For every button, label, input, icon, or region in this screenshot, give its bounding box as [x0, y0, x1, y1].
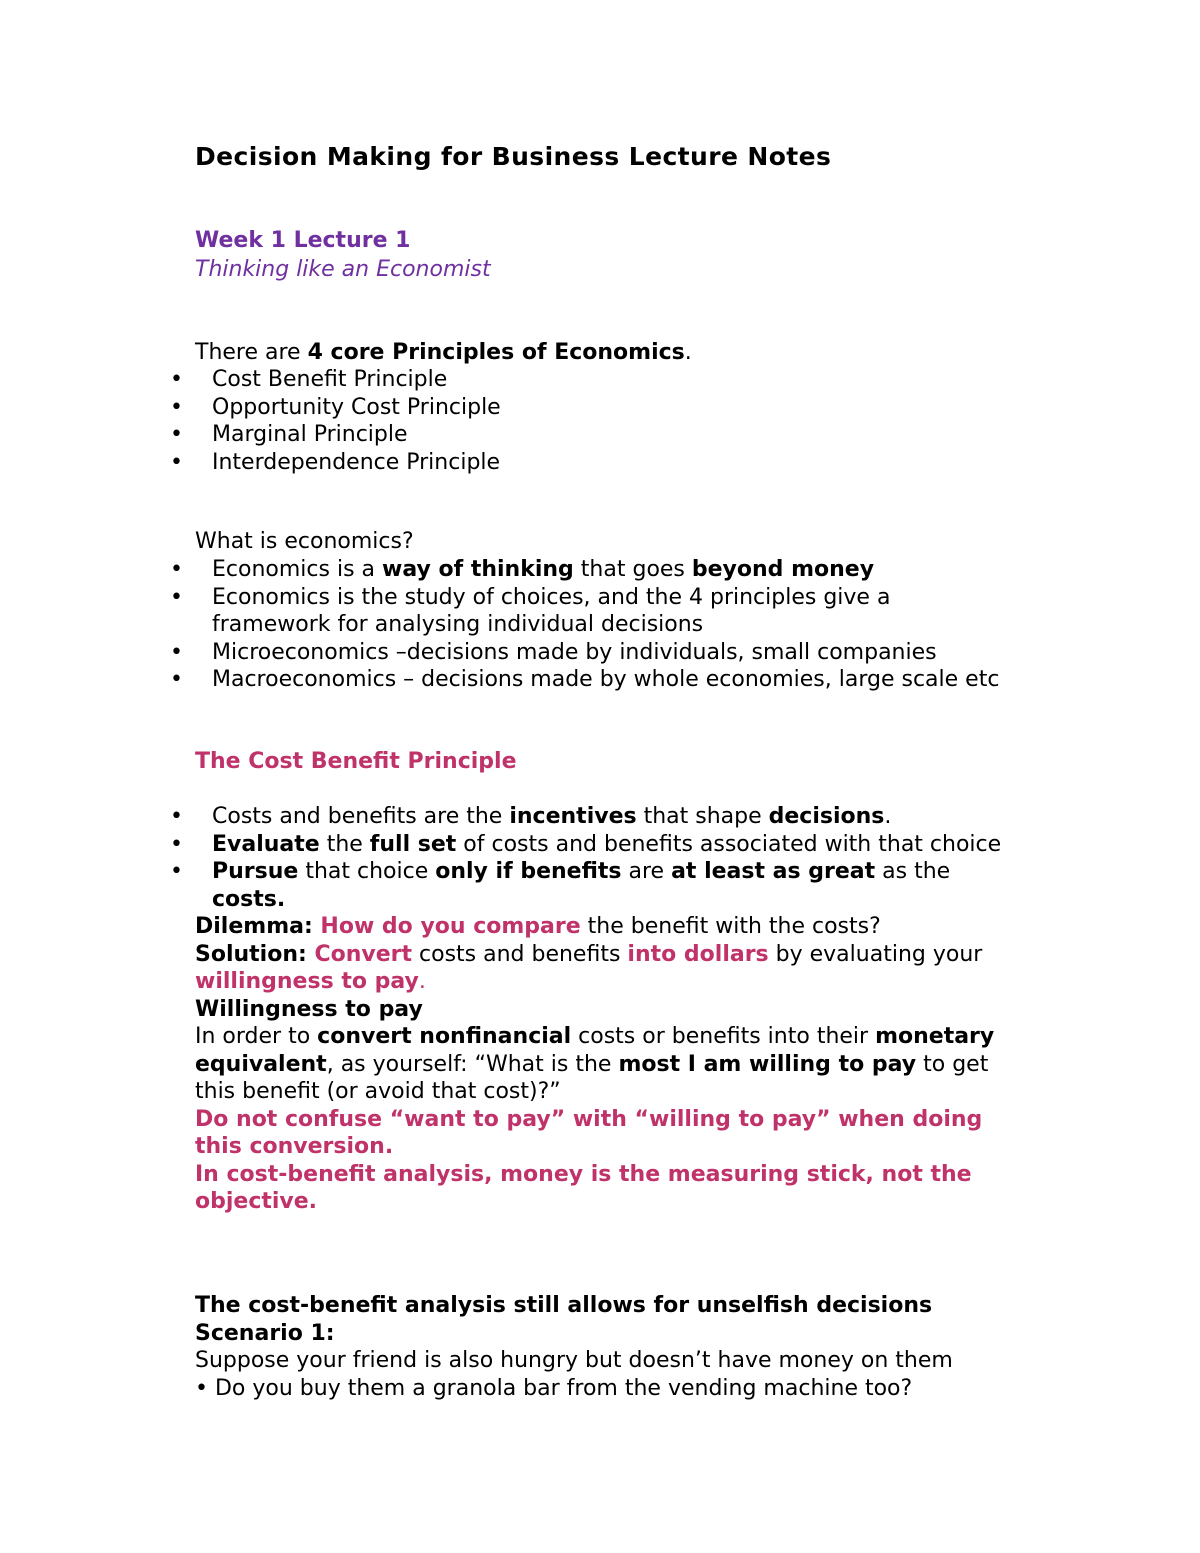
text-run: In order to	[195, 1024, 318, 1049]
week-heading: Week 1 Lecture 1	[195, 228, 411, 253]
bold-run: Evaluate	[212, 831, 320, 857]
list-item	[170, 421, 501, 449]
list-item	[170, 803, 1001, 831]
list-item	[170, 639, 999, 667]
bullet-icon: •	[170, 557, 183, 582]
text-run: Costs and benefits are the	[212, 804, 510, 829]
warning-line: objective.	[195, 1189, 318, 1214]
list-item	[170, 858, 1001, 913]
warning-line: In cost-benefit analysis, money is the measuring stick, not the	[195, 1161, 972, 1187]
economics-list	[170, 556, 999, 694]
text-run: are	[621, 859, 672, 884]
what-is-heading: What is economics?	[195, 529, 414, 554]
text-run: that choice	[298, 859, 436, 884]
intro-suffix: .	[684, 340, 692, 365]
text-run: that shape	[636, 804, 769, 829]
text-run: Economics is the study of choices, and the 4 principles give a	[212, 584, 891, 610]
principle-label: Marginal Principle	[212, 422, 408, 447]
solution-line	[195, 941, 1075, 969]
principle-label: Cost Benefit Principle	[212, 367, 448, 392]
bullet-icon: •	[170, 804, 183, 829]
text-run: as the	[875, 859, 951, 884]
bold-run: incentives	[509, 804, 637, 829]
text-run: framework for analysing individual decisions	[212, 612, 704, 637]
pink-run: willingness to pay	[195, 969, 419, 994]
cost-benefit-body	[195, 913, 1075, 1216]
pink-run: How do you compare	[320, 914, 581, 939]
wtp-line-2	[195, 1051, 1075, 1079]
bold-run: costs.	[212, 886, 286, 912]
text-run: , as yourself: “What is the	[326, 1051, 619, 1077]
bullet-icon: •	[170, 639, 183, 665]
text-run: costs or benefits into their	[571, 1024, 876, 1049]
bold-run: Pursue	[212, 859, 299, 884]
text-run: that goes	[573, 557, 692, 582]
unselfish-section	[195, 1292, 1075, 1402]
bullet-icon: •	[170, 367, 183, 392]
principle-label: Opportunity Cost Principle	[212, 394, 501, 420]
text-run: the	[319, 831, 370, 857]
bullet-icon: •	[170, 394, 183, 420]
warning-line: this conversion.	[195, 1134, 394, 1159]
solution-line-2	[195, 968, 1075, 996]
text-run: Economics is a	[212, 557, 382, 582]
bullet-icon: •	[170, 422, 183, 447]
bold-run: monetary	[875, 1024, 995, 1049]
wtp-heading: Willingness to pay	[195, 996, 423, 1022]
list-item	[170, 556, 999, 584]
text-run: Macroeconomics – decisions made by whole economies, large scale etc	[212, 667, 1000, 692]
text-run: of costs and benefits associated with that choice	[456, 831, 1002, 857]
pink-run: Convert	[314, 941, 413, 967]
list-item	[170, 394, 501, 422]
solution-label: Solution:	[195, 941, 315, 967]
intro-bold: 4 core Principles of Economics	[307, 340, 685, 365]
bold-run: at least as great	[671, 859, 876, 884]
text-run: costs and benefits	[412, 941, 628, 967]
bold-run: way of thinking	[382, 557, 574, 582]
bold-run: equivalent	[195, 1051, 327, 1077]
bullet-icon: •	[170, 831, 183, 857]
intro-line	[195, 339, 692, 366]
text-run: to get	[916, 1051, 989, 1077]
text-run: by evaluating your	[768, 941, 983, 967]
intro-prefix: There are	[195, 340, 308, 365]
scenario-label: Scenario 1:	[195, 1320, 335, 1346]
bold-run: most I am willing to pay	[618, 1051, 917, 1077]
document-title: Decision Making for Business Lecture Notes	[195, 142, 832, 171]
list-item	[170, 449, 501, 477]
unselfish-heading: The cost-benefit analysis still allows for unselfish decisions	[195, 1293, 933, 1318]
bold-run: beyond money	[691, 557, 875, 582]
wtp-line-1	[195, 1023, 1075, 1051]
bullet-icon: •	[170, 584, 183, 610]
list-item	[170, 584, 999, 639]
bold-run: convert nonfinancial	[317, 1024, 572, 1049]
warning-line: Do not confuse “want to pay” with “willing to pay” when doing	[195, 1106, 983, 1132]
bold-run: decisions	[768, 804, 885, 829]
text-run: .	[884, 804, 892, 829]
list-item	[170, 666, 999, 694]
pink-run: into dollars	[627, 941, 769, 967]
text-run: Microeconomics –decisions made by individuals, small companies	[212, 639, 937, 665]
cost-benefit-list	[170, 803, 1001, 913]
bullet-icon: •	[170, 859, 183, 884]
bold-run: full set	[369, 831, 457, 857]
cost-benefit-heading: The Cost Benefit Principle	[195, 749, 517, 774]
pink-run: .	[418, 969, 426, 994]
bullet-icon: •	[170, 667, 183, 692]
dilemma-label: Dilemma:	[195, 914, 321, 939]
scenario-text: Suppose your friend is also hungry but doesn’t have money on them	[195, 1348, 953, 1373]
principles-list	[170, 366, 501, 476]
bullet-icon: •	[170, 449, 183, 475]
scenario-bullet: • Do you buy them a granola bar from the vending machine too?	[195, 1375, 913, 1401]
principle-label: Interdependence Principle	[212, 449, 501, 475]
text-run: the benefit with the costs?	[580, 914, 881, 939]
list-item	[170, 831, 1001, 859]
list-item	[170, 366, 501, 394]
lecture-subtitle: Thinking like an Economist	[195, 257, 491, 282]
bold-run: only if benefits	[435, 859, 622, 884]
wtp-line-3: this benefit (or avoid that cost)?”	[195, 1079, 561, 1104]
dilemma-line	[195, 913, 1075, 941]
